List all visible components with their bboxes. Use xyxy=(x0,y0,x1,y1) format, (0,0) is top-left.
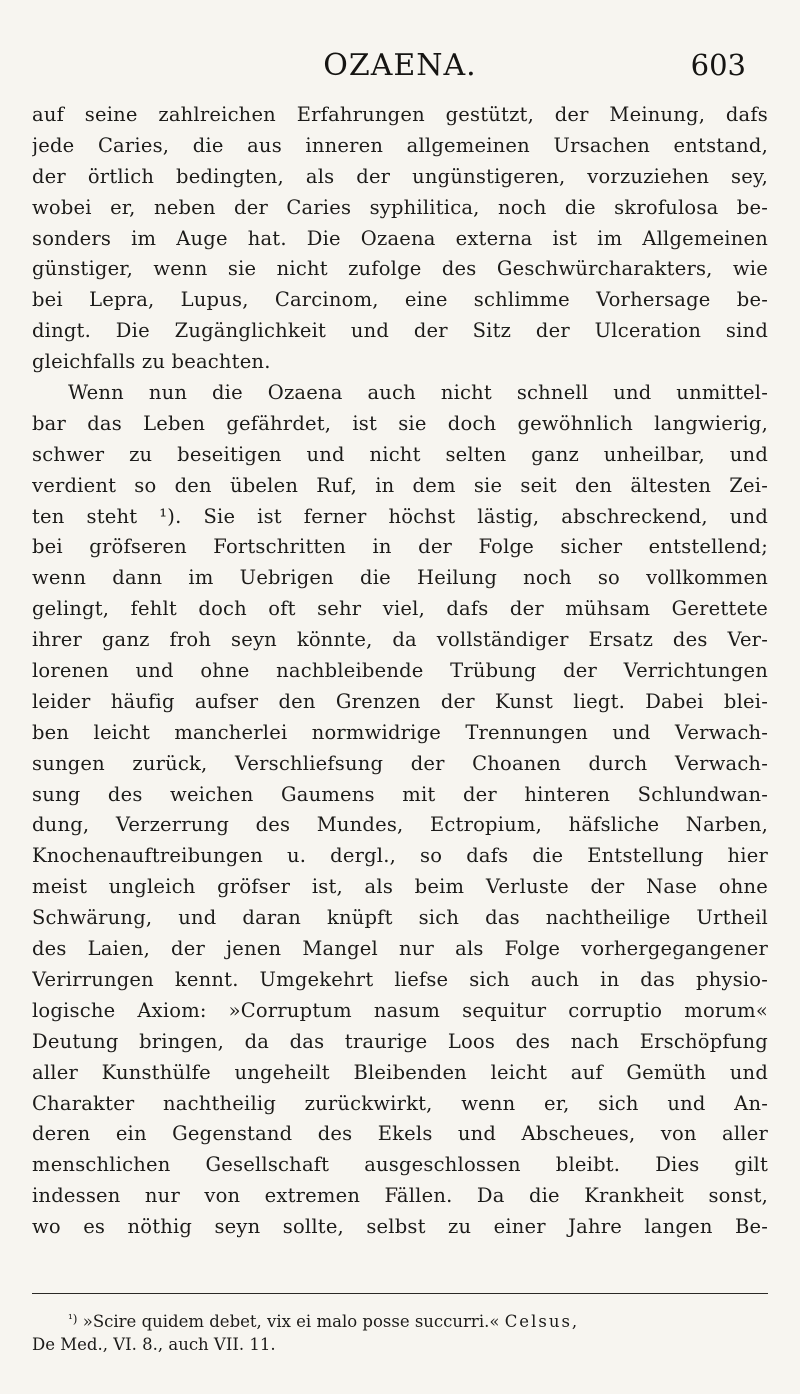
paragraph-start-line: Wenn nun die Ozaena auch nicht schnell und unmittel- xyxy=(68,381,768,405)
footnote-line: De Med., VI. 8., auch VII. 11. xyxy=(32,1335,276,1354)
text-line: wobei er, neben der Caries syphilitica, noch die skrofulosa be- xyxy=(32,195,768,219)
footnote-quote: »Scire quidem debet, vix ei malo posse succurri.« xyxy=(82,1312,500,1331)
text-line: sonders im Auge hat. Die Ozaena externa ist im Allgemeinen xyxy=(32,226,768,250)
text-line: Deutung bringen, da das traurige Loos des nach Erschöpfung xyxy=(32,1029,768,1053)
text-line: wenn dann im Uebrigen die Heilung noch so vollkommen xyxy=(32,566,768,590)
text-line: bei Lepra, Lupus, Carcinom, eine schlimme Vorhersage be- xyxy=(32,288,768,312)
footnote-rule xyxy=(32,1293,768,1294)
body-text xyxy=(32,100,768,1243)
text-line: ten steht ¹). Sie ist ferner höchst lästig, abschreckend, und xyxy=(32,504,768,528)
text-line: dingt. Die Zugänglichkeit und der Sitz der Ulceration sind xyxy=(32,319,768,343)
text-line: verdient so den übelen Ruf, in dem sie seit den ältesten Zei- xyxy=(32,473,768,497)
text-line: sungen zurück, Verschliefsung der Choanen durch Verwach- xyxy=(32,751,768,775)
text-line: bar das Leben gefährdet, ist sie doch gewöhnlich langwierig, xyxy=(32,411,768,435)
text-line: schwer zu beseitigen und nicht selten ganz unheilbar, und xyxy=(32,442,768,466)
text-line: Verirrungen kennt. Umgekehrt liefse sich auch in das physio- xyxy=(32,967,768,991)
text-line: wo es nöthig seyn sollte, selbst zu einer Jahre langen Be- xyxy=(32,1215,768,1239)
text-line: meist ungleich gröfser ist, als beim Verluste der Nase ohne xyxy=(32,875,768,899)
text-line: deren ein Gegenstand des Ekels und Abscheues, von aller xyxy=(32,1122,768,1146)
text-line: sung des weichen Gaumens mit der hinteren Schlundwan- xyxy=(32,782,768,806)
text-line: ben leicht mancherlei normwidrige Trennungen und Verwach- xyxy=(32,720,768,744)
footnote-author: Celsus, xyxy=(504,1312,580,1331)
text-line: günstiger, wenn sie nicht zufolge des Geschwürcharakters, wie xyxy=(32,257,768,281)
text-line: aller Kunsthülfe ungeheilt Bleibenden leicht auf Gemüth und xyxy=(32,1060,768,1084)
text-line: gleichfalls zu beachten. xyxy=(32,350,271,374)
footnote-marker: ¹) xyxy=(68,1312,78,1326)
text-line: gelingt, fehlt doch oft sehr viel, dafs der mühsam Gerettete xyxy=(32,597,768,621)
text-line: der örtlich bedingten, als der ungünstigeren, vorzuziehen sey, xyxy=(32,164,768,188)
text-line: Knochenauftreibungen u. dergl., so dafs die Entstellung hier xyxy=(32,844,768,868)
text-line: indessen nur von extremen Fällen. Da die Krankheit sonst, xyxy=(32,1184,768,1208)
text-line: menschlichen Gesellschaft ausgeschlossen bleibt. Dies gilt xyxy=(32,1153,768,1177)
running-title: OZAENA. xyxy=(323,48,477,83)
footnote-line xyxy=(32,1306,768,1332)
page-header xyxy=(32,42,768,90)
text-line: lorenen und ohne nachbleibende Trübung der Verrichtungen xyxy=(32,659,768,683)
text-line: logische Axiom: »Corruptum nasum sequitur corruptio morum« xyxy=(32,998,768,1022)
text-line: dung, Verzerrung des Mundes, Ectropium, häfsliche Narben, xyxy=(32,813,768,837)
text-line: jede Caries, die aus inneren allgemeinen Ursachen entstand, xyxy=(32,133,768,157)
text-line: Schwärung, und daran knüpft sich das nachtheilige Urtheil xyxy=(32,906,768,930)
text-line: auf seine zahlreichen Erfahrungen gestützt, der Meinung, dafs xyxy=(32,103,768,126)
text-line: ihrer ganz froh seyn könnte, da vollständiger Ersatz des Ver- xyxy=(32,628,768,652)
text-line: Charakter nachtheilig zurückwirkt, wenn er, sich und An- xyxy=(32,1091,768,1115)
footnote xyxy=(32,1306,768,1358)
text-line: des Laien, der jenen Mangel nur als Folge vorhergegangener xyxy=(32,937,768,961)
text-line: leider häufig aufser den Grenzen der Kunst liegt. Dabei blei- xyxy=(32,689,768,713)
text-line: bei gröfseren Fortschritten in der Folge sicher entstellend; xyxy=(32,535,768,559)
page-number: 603 xyxy=(690,48,746,82)
